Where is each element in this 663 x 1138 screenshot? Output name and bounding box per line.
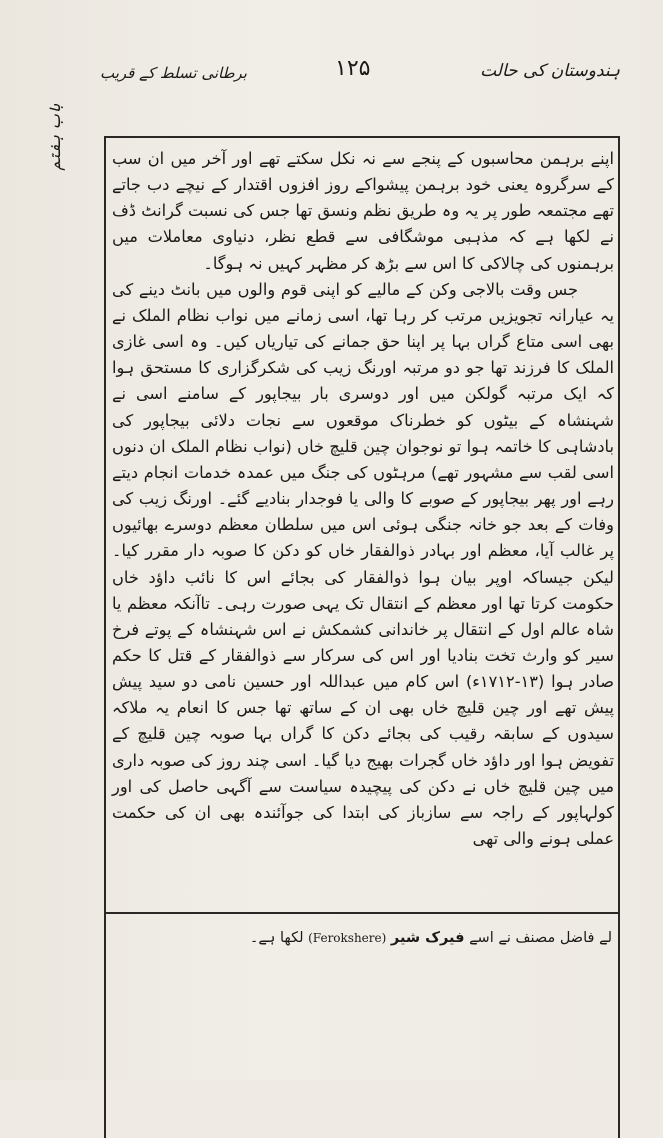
running-header [100, 58, 620, 92]
footnote-latin-name: (Ferokshere) [308, 931, 387, 945]
paragraph: اپنے برہمن محاسبوں کے پنجے سے نہ نکل سکتے تھے اور آخر میں ان سب کے سرگروہ یعنی خود برہمن پیشواکے روز افزوں اقتدار کے نیچے دب جاتے تھے مجتمعہ طور پر یہ وہ طریق نظم ونسق تھا جس کی نسبت گرانٹ ڈف نے لکھا ہے کہ مذہبی موشگافی سے قطع نظر، دنیاوی معاملات میں برہمنوں کی چالاکی کا اس سے بڑھ کر مظہر کہیں نہ ہوگا۔ [112, 149, 614, 273]
footnote [112, 926, 612, 950]
page-number: ۱۲۵ [335, 56, 371, 81]
footnote-divider [104, 912, 620, 914]
main-text [112, 146, 614, 852]
header-chapter-title: ہندوستان کی حالت [480, 61, 620, 81]
footnote-text-before: فاضل مصنف نے اسے [469, 930, 595, 946]
paragraph: جس وقت بالاجی وکن کے مالیے کو اپنی قوم والوں میں بانٹ دینے کی یہ عیارانہ تجویزیں مرتب کر رہا تھا، اسی زمانے میں نواب نظام الملک نے بھی اسی متاع گراں بہا پر اپنا حق جمانے کی تیاریاں کیں۔ وہ اسی غازی الملک کا فرزند تھا جو دو مرتبہ اورنگ زیب کی شکرگزاری کا مستحق ہوا کہ ایک مرتبہ گولکن میں اور دوسری بار بیجاپور کے سامنے اسی نے شہنشاہ کے بیٹوں کو خطرناک موقعوں سے نجات دلائی بیجاپور کی بادشاہی کا خاتمہ ہوا تو نوجوان چین قلیچ خاں (نواب نظام الملک ان دنوں اسی لقب سے مشہور تھے) مرہٹوں کی جنگ میں عمدہ خدمات انجام دیتے رہے اور پھر بیجاپور کے صوبے کا والی یا فوجدار بنادیے گئے۔ اورنگ زیب کی وفات کے بعد جو خانہ جنگی ہوئی اس میں سلطان معظم دوسرے بھائیوں پر غالب آیا، معظم اور بہادر ذوالفقار خاں کو دکن کا صوبہ دار مقرر کیا۔ لیکن جیساکہ اوپر بیان ہوا ذوالفقار کی بجائے اس کا نائب داؤد خاں حکومت کرتا تھا اور معظم کے انتقال تک یہی صورت رہی۔ تاآنکہ معظم یا شاہ عالم اول کے انتقال پر خاندانی کشمکش نے اس شہنشاہ کے پوتے فرخ سیر کو وارث تخت بنادیا اور اس کی سرکار سے ذوالفقار کے قتل کا حکم صادر ہوا (۱۳-۱۷۱۲ء) اس کام میں عبداللہ اور حسین نامی دو سید پیش پیش تھے اور چین قلیچ خاں بھی ان کے ساتھ تھا جس کا انعام یہ ملاکہ سیدوں کے سابقہ رقیب کی بجائے دکن کا گراں بہا صوبہ چین قلیچ کے تفویض ہوا اور داؤد خاں گجرات بھیج دیا گیا۔ اسی چند روز کی صوبہ داری میں چین قلیچ خاں نے دکن کی پیچیدہ سیاست سے آگہی حاصل کی اور کولہاپور کے راجہ سے سازباز کی ابتدا کی جوآئندہ بھی ان کی حکمت عملی ہونے والی تھی [112, 279, 614, 849]
header-section-title: برطانی تسلط کے قریب [100, 64, 247, 82]
footnote-urdu-name: فیرک شیر [390, 930, 465, 946]
footnote-marker: لے [599, 930, 612, 946]
chapter-label: باب ہفتم [46, 104, 64, 171]
footnote-text-after: لکھا ہے۔ [249, 930, 304, 946]
